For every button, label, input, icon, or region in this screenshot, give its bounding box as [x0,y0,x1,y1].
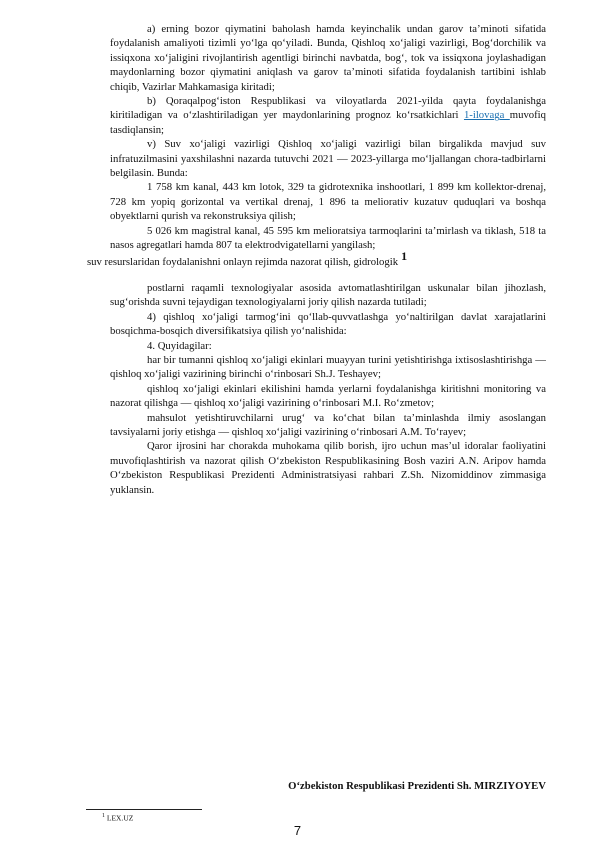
paragraph-mahsulot: mahsulot yetishtiruvchilarni urug‘ va ko‘chat bilan ta’minlashda ilmiy asoslangan tavsiyalarni joriy etishga — qishloq xo‘jaligi vazirining o‘rinbosari A.M. To‘rayev; [110,411,546,438]
paragraph-magistral: 5 026 km magistral kanal, 45 595 km melioratsiya tarmoqlarini ta’mirlash va tiklash, 518 ta nasos agregatlari hamda 807 ta elektrodvigatellarni yangilash; [110,224,546,252]
paragraph-quyidagilar: 4. Quyidagilar: [147,339,212,352]
page-number: 7 [293,823,302,838]
footnote-reference[interactable]: 1 [401,248,408,263]
paragraph-v: v) Suv xo‘jaligi vazirligi Qishloq xo‘jaligi vazirligi bilan birgalikda mavjud suv infratuzilmasini yaxshilashni nazarda tutuvchi 2021 — 2023-yillarga mo‘ljallangan chora-tadbirlarni belgilasin. Bunda: [110,138,546,180]
outdent-line-text: suv resurslaridan foydalanishni onlayn rejimda nazorat qilish, gidrologik [87,255,399,268]
paragraph-a: a) erning bozor qiymatini baholash hamda keyinchalik undan garov ta’minoti sifatida foydalanish amaliyoti tizimli yo‘lga qo‘yiladi. Bunda, Qishloq xo‘jaligi vazirligi, Bog‘dorchilik va issiqxona xo‘jaligini rivojlantirish agentligi birinchi navbatda, bog‘, tok va issiqxona joylashadigan maydonlarning bozor qiymatini aniqlash va garov ta’minoti sifatida foydalanish tartibini ishlab chiqib, Vazirlar Mahkamasiga kiritadi; [110,23,546,93]
body-text [87,22,546,497]
paragraph-har-bir: har bir tumanni qishloq xo‘jaligi ekinlari muayyan turini yetishtirishga ixtisoslashtirishga — qishloq xo‘jaligi vazirining birinchi o‘rinbosari Sh.J. Teshayev; [110,353,546,381]
footnote-marker: 1 [102,813,105,819]
paragraph-kanal-list: 1 758 km kanal, 443 km lotok, 329 ta gidrotexnika inshootlari, 1 899 km kollektor-drenaj, 728 km yopiq gorizontal va vertikal drenaj, 1 896 ta meliorativ kuzatuv quduqlari va boshqa obyektlarni qurish va rekonstruksiya qilish; [110,181,546,223]
outdent-line [87,248,546,269]
footnote-text: LEX.UZ [106,813,134,823]
paragraph-b [110,94,546,137]
paragraph-qaror: Qaror ijrosini har chorakda muhokama qilib borish, ijro uchun mas’ul idoralar faoliyatini muvofiqlashtirish va nazorat qilish O‘zbekiston Respublikasining Bosh vaziri A.N. Aripov hamda O‘zbekiston Respublikasi Prezidenti Administratsiyasi rahbari Z.Sh. Nizomiddinov zimmasiga yuklansin. [110,440,546,496]
paragraph-4: 4) qishloq xo‘jaligi tarmog‘ini qo‘llab-quvvatlashga yo‘naltirilgan davlat xarajatlarini bosqichma-bosqich diversifikatsiya qilish yo‘nalishida: [110,310,546,338]
signature-line: O‘zbekiston Respublikasi Prezidenti Sh. MIRZIYOYEV [288,780,546,792]
paragraph-b-tail: muvofiq tasdiqlansin; [110,109,546,136]
paragraph-ekinlar: qishloq xo‘jaligi ekinlari ekilishini hamda yerlarni foydalanishga kiritishni monitoring va nazorat qilishga — qishloq xo‘jaligi vazirining o‘rinbosari M.I. Ro‘zmetov; [110,382,546,410]
footnote-divider [86,809,202,810]
paragraph-b-text: b) Qoraqalpog‘iston Respublikasi va viloyatlarda 2021-yilda qayta foydalanishga kiritiladigan va o‘zlashtiriladigan yer maydonlarining prognoz ko‘rsatkichlari [110,95,546,122]
paragraph-postlarni: postlarni raqamli texnologiyalar asosida avtomatlashtirilgan uskunalar bilan jihozlash, sug‘orishda suvni tejaydigan texnologiyalarni joriy qilish nazarda tutiladi; [110,281,546,309]
footnote [102,813,133,823]
appendix-1-link[interactable]: 1-ilovaga [463,109,510,122]
